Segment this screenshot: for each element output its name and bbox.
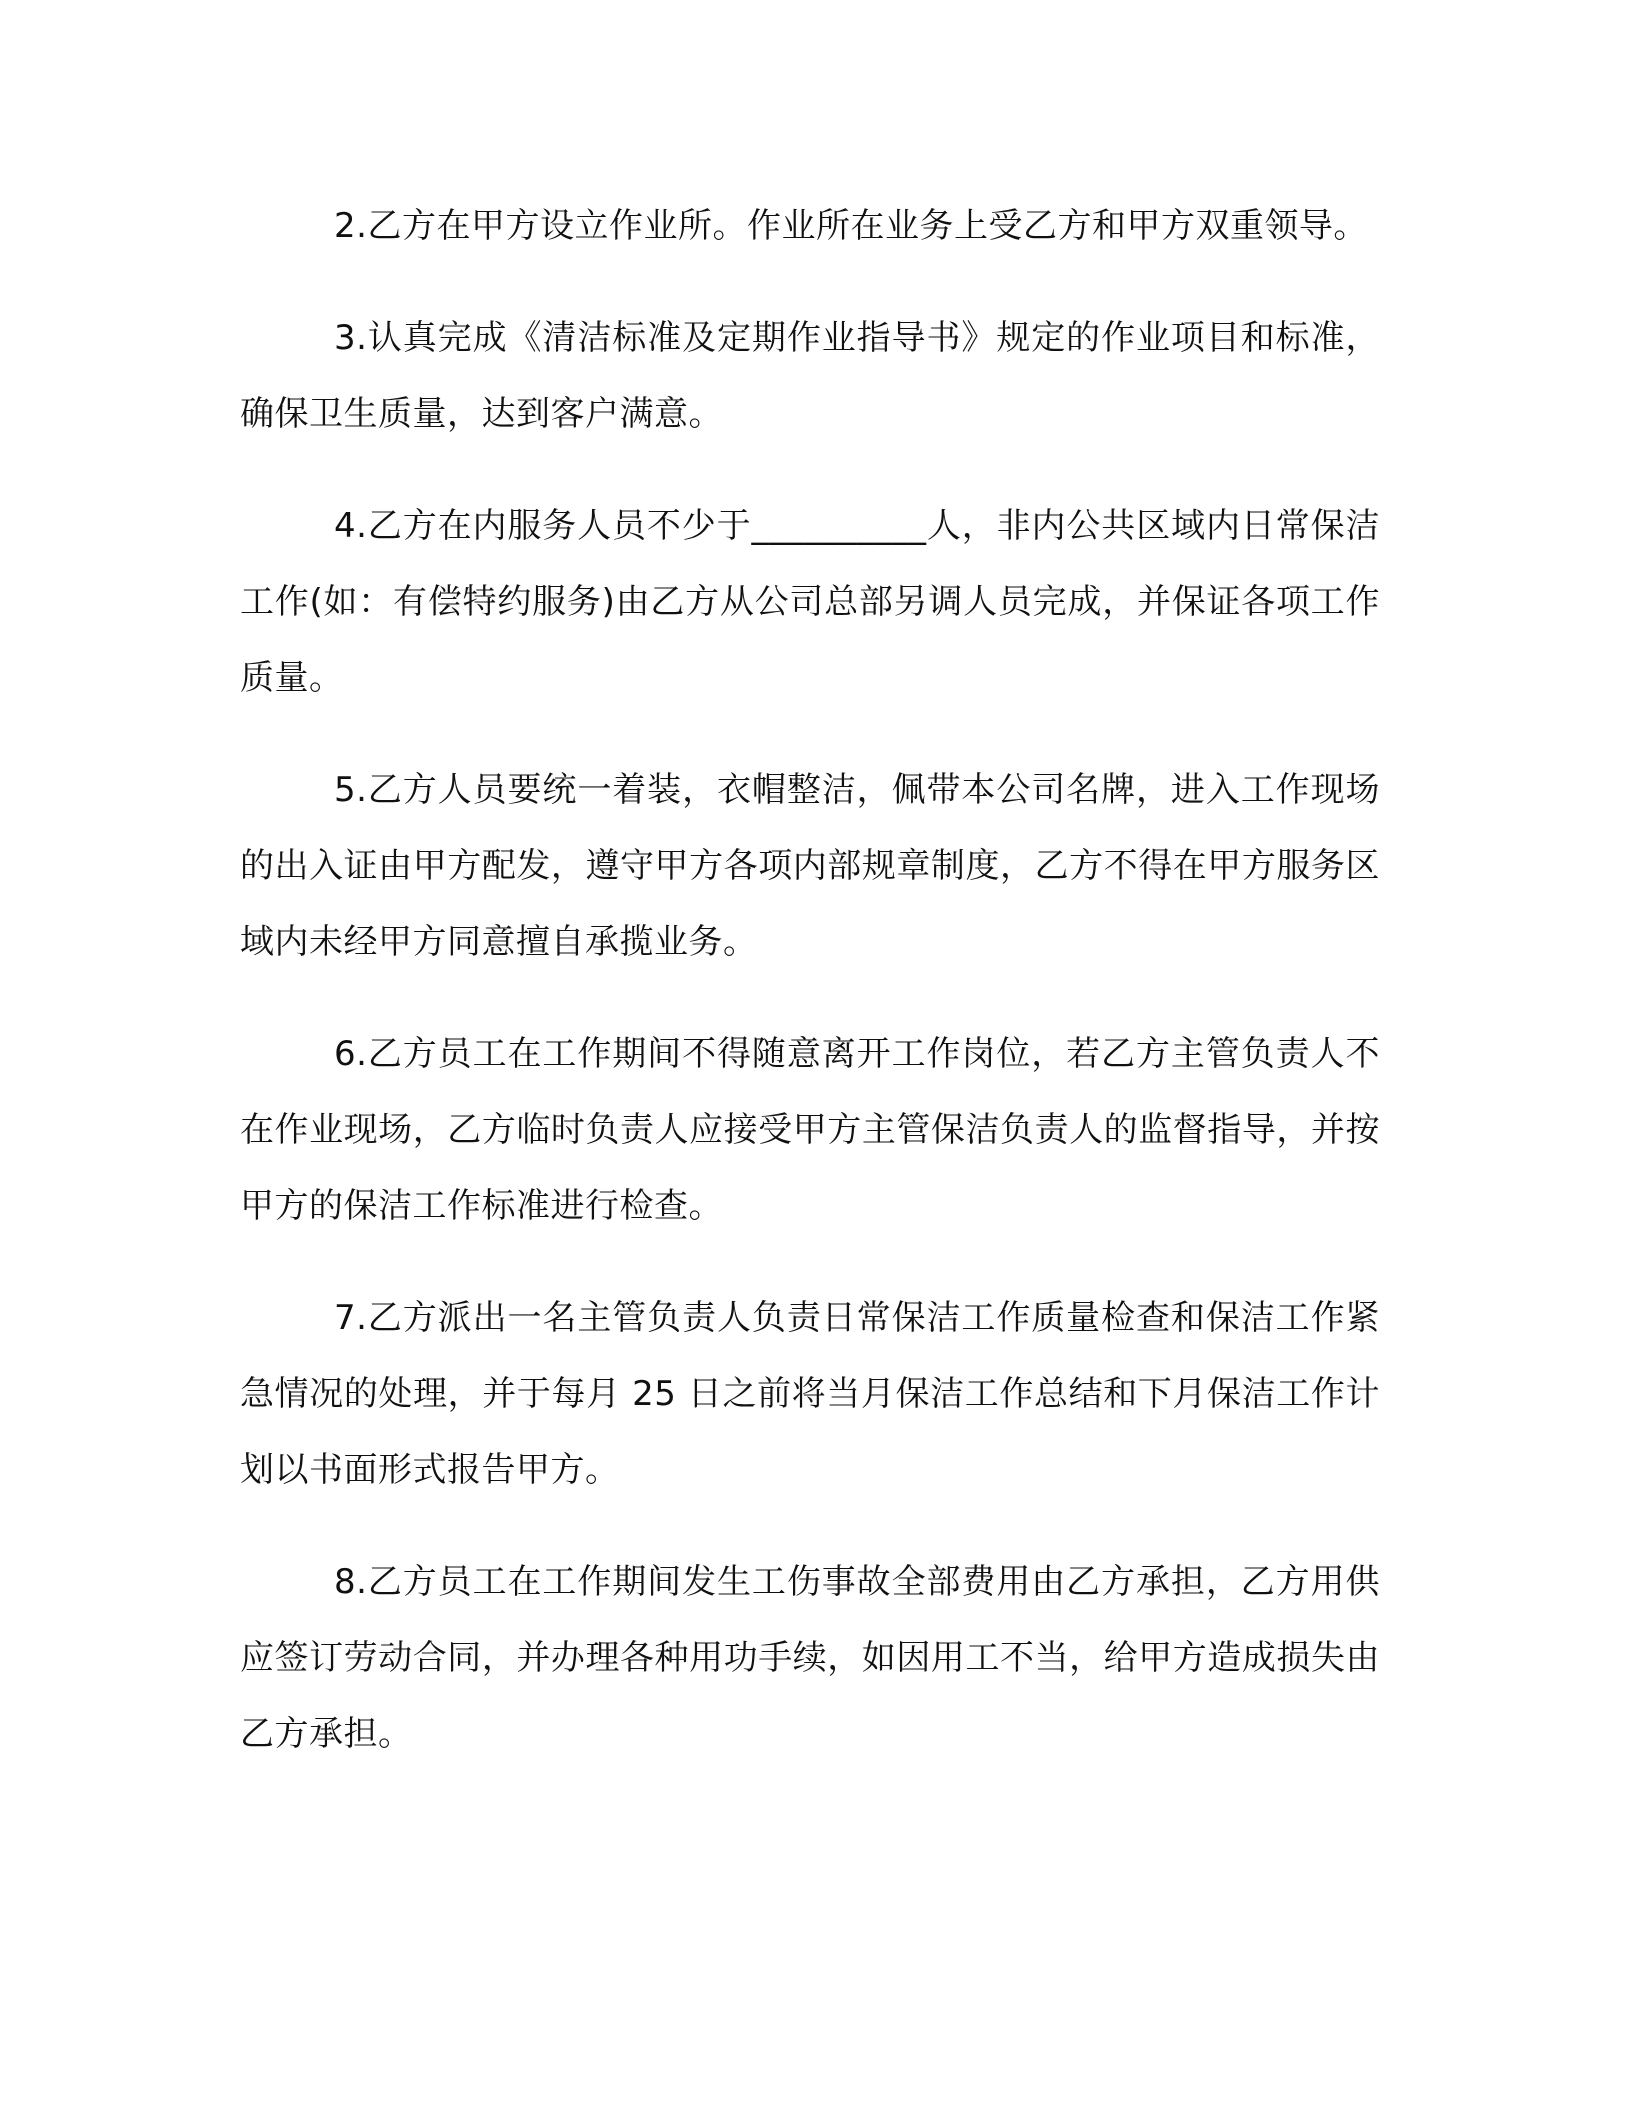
document-body bbox=[240, 188, 1380, 1808]
clause-3: 3.认真完成《清洁标准及定期作业指导书》规定的作业项目和标准，确保卫生质量，达到客户满意。 bbox=[240, 318, 1380, 434]
clause-2: 2.乙方在甲方设立作业所。作业所在业务上受乙方和甲方双重领导。 bbox=[334, 206, 1368, 246]
clause-4: 4.乙方在内服务人员不少于__________人，非内公共区域内日常保洁工作(如：有偿特约服务)由乙方从公司总部另调人员完成，并保证各项工作质量。 bbox=[240, 506, 1380, 698]
clause-5: 5.乙方人员要统一着装，衣帽整洁，佩带本公司名牌，进入工作现场的出入证由甲方配发，遵守甲方各项内部规章制度，乙方不得在甲方服务区域内未经甲方同意擅自承揽业务。 bbox=[240, 770, 1380, 962]
clause-8: 8.乙方员工在工作期间发生工伤事故全部费用由乙方承担，乙方用供应签订劳动合同，并办理各种用功手续，如因用工不当，给甲方造成损失由乙方承担。 bbox=[240, 1562, 1380, 1754]
clause-6: 6.乙方员工在工作期间不得随意离开工作岗位，若乙方主管负责人不在作业现场，乙方临时负责人应接受甲方主管保洁负责人的监督指导，并按甲方的保洁工作标准进行检查。 bbox=[240, 1034, 1380, 1226]
clause-7: 7.乙方派出一名主管负责人负责日常保洁工作质量检查和保洁工作紧急情况的处理，并于每月 25 日之前将当月保洁工作总结和下月保洁工作计划以书面形式报告甲方。 bbox=[240, 1298, 1380, 1490]
